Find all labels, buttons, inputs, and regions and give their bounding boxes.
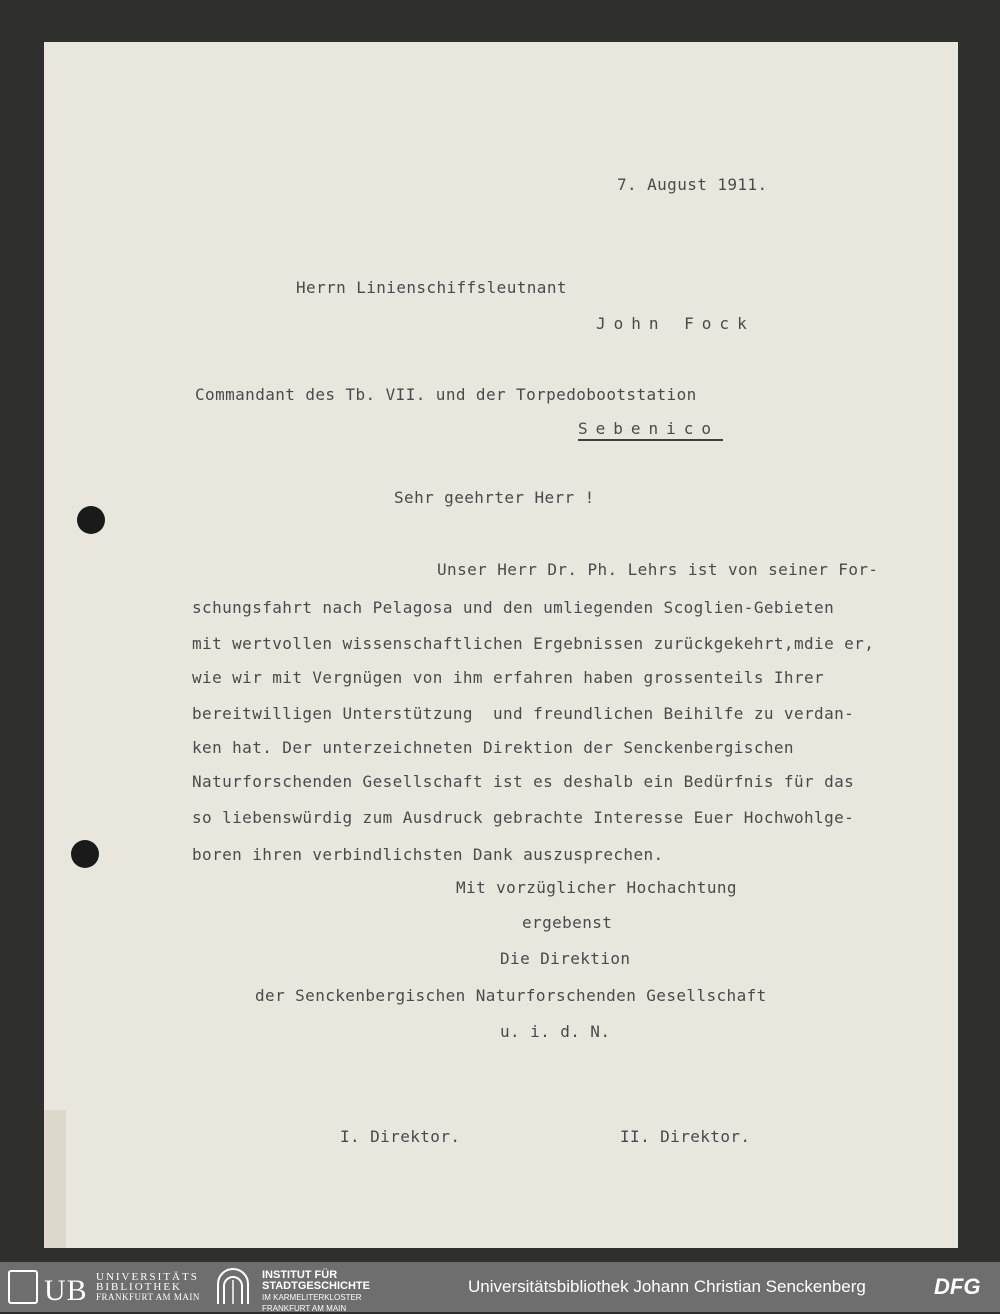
body-line-1: Unser Herr Dr. Ph. Lehrs ist von seiner For- [437,560,879,579]
inst-line-1: INSTITUT FÜR [262,1269,338,1281]
inst-line-3: IM KARMELITERKLOSTER [262,1293,362,1302]
closing-phrase: Mit vorzüglicher Hochachtung [456,878,737,897]
punch-hole-bottom [71,840,99,868]
inst-line-2: STADTGESCHICHTE [262,1280,370,1292]
ub-portrait-icon [8,1270,38,1304]
ub-line-2: BIBLIOTHEK [96,1281,182,1293]
body-line-9: boren ihren verbindlichsten Dank auszusprechen. [192,845,664,864]
recipient-location: Sebenico [578,419,723,441]
recipient-title: Herrn Linienschiffsleutnant [296,278,567,297]
letter-date: 7. August 1911. [617,175,768,194]
inst-line-4: FRANKFURT AM MAIN [262,1304,347,1313]
recipient-name: John Fock [596,314,755,333]
punch-hole-top [77,506,105,534]
letter-greeting: Sehr geehrter Herr ! [394,488,595,507]
ub-line-1: UNIVERSITÄTS [96,1271,199,1283]
body-line-5: bereitwilligen Unterstützung und freundlichen Beihilfe zu verdan- [192,704,855,723]
footer-bar [0,1262,1000,1312]
dfg-logo: DFG [934,1274,981,1299]
ub-line-3: FRANKFURT AM MAIN [96,1292,200,1302]
sign-abbreviation: u. i. d. N. [500,1022,611,1041]
closing-ergebenst: ergebenst [522,913,613,932]
body-line-7: Naturforschenden Gesellschaft ist es deshalb ein Bedürfnis für das [192,772,855,791]
sign-direktion: Die Direktion [500,949,631,968]
ub-logo-letters: UB [44,1274,88,1307]
body-line-3: mit wertvollen wissenschaftlichen Ergebnissen zurückgekehrt,mdie er, [192,634,875,653]
footer-library-name: Universitätsbibliothek Johann Christian Senckenberg [468,1277,866,1296]
paper-fold-edge [44,1110,66,1248]
signatory-second-director: II. Direktor. [620,1127,751,1146]
body-line-4: wie wir mit Vergnügen von ihm erfahren haben grossenteils Ihrer [192,668,825,687]
institute-arch-icon [214,1268,252,1306]
body-line-8: so liebenswürdig zum Ausdruck gebrachte Interesse Euer Hochwohlge- [192,808,855,827]
body-line-2: schungsfahrt nach Pelagosa und den umliegenden Scoglien-Gebieten [192,598,835,617]
recipient-position: Commandant des Tb. VII. und der Torpedobootstation [195,385,697,404]
sign-society: der Senckenbergischen Naturforschenden Gesellschaft [255,986,767,1005]
ub-logo-text [96,1272,200,1302]
institute-logo-text [262,1270,370,1314]
signatory-first-director: I. Direktor. [340,1127,461,1146]
body-line-6: ken hat. Der unterzeichneten Direktion der Senckenbergischen [192,738,794,757]
